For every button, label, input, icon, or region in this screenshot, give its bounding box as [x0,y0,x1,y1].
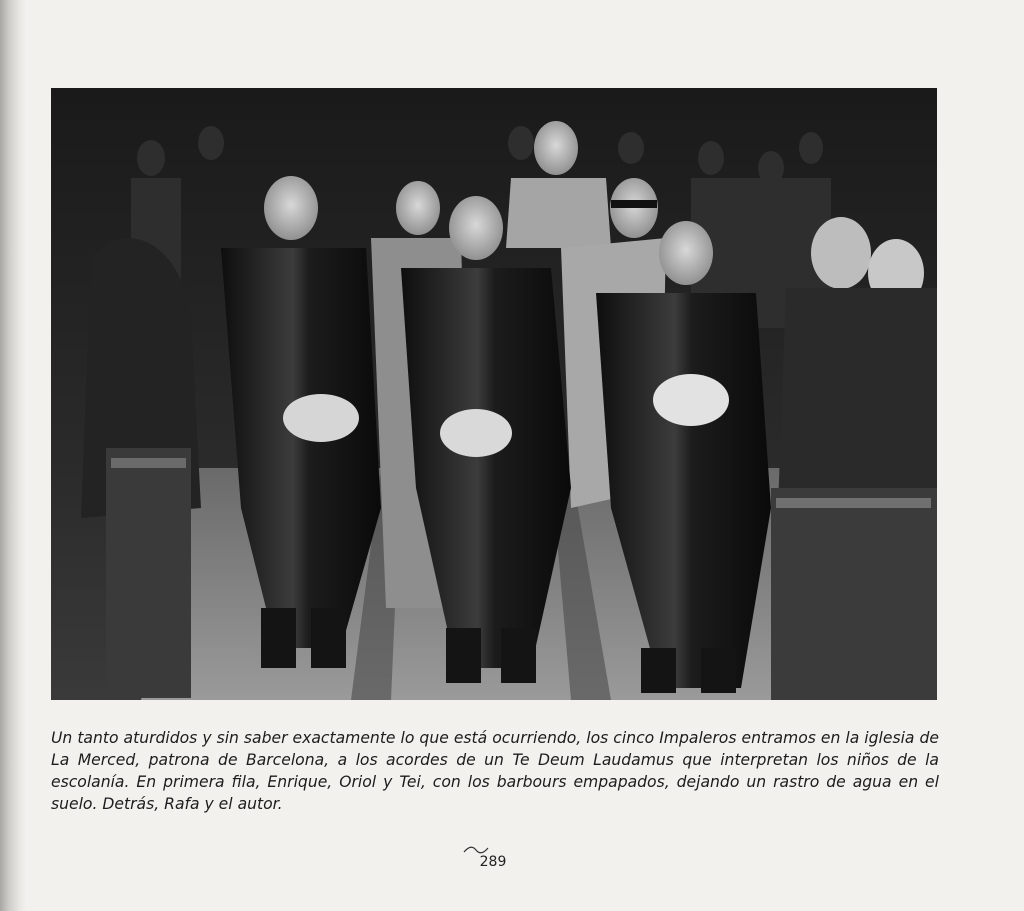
elderly-man-head [811,217,871,289]
pew-right [771,488,937,700]
black-and-white-photograph [51,88,937,700]
page-number-text: 289 [479,854,507,870]
pew-left [106,448,191,698]
tilde-ornament-icon [463,846,489,854]
photo-caption: Un tanto aturdidos y sin saber exactamente lo que está ocurriendo, los cinco Impaleros entramos en la iglesia de La Merced, patrona de Barcelona, a los acordes de un Te Deum Laudamus que interpretan los niños de la escolanía. En primera fila, Enrique, Oriol y Tei, con los barbours empapados, dejando un rastro de agua en el suelo. Detrás, Rafa y el autor. [51,729,939,813]
page-number [463,846,523,870]
book-spine-shadow [0,0,26,911]
